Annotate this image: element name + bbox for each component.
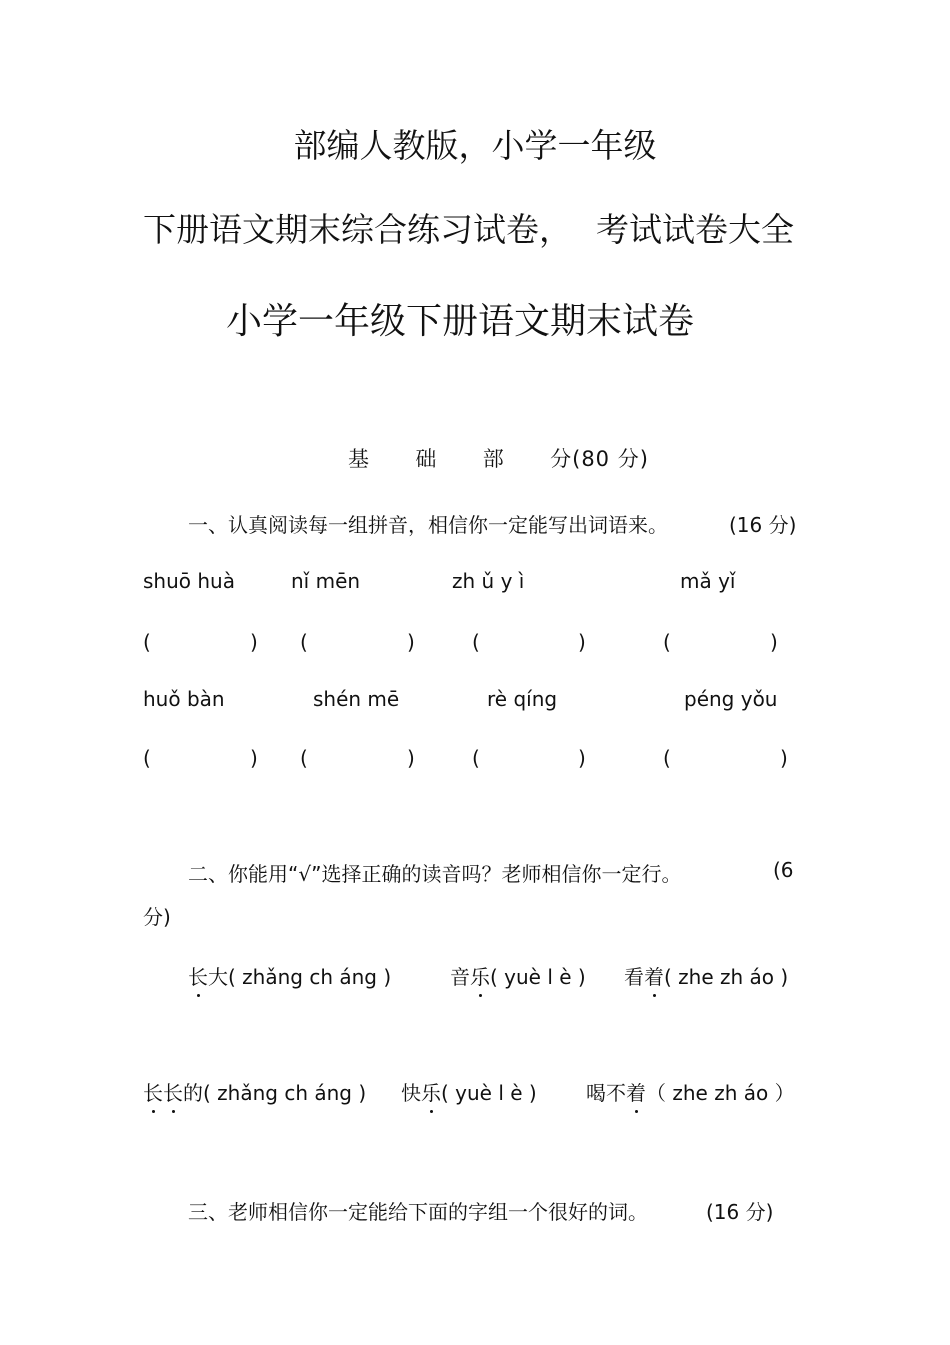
reading-options[interactable]: ( zhǎng ch áng ) [228,965,392,989]
q2-score-b: 分) [143,905,171,929]
marked-char: 长 [163,1077,183,1106]
answer-blank-open: ( [472,630,480,654]
section-char-3: 部 [482,447,505,471]
answer-blank-close: ) [578,746,586,770]
answer-blank-open: ( [300,746,308,770]
pinyin-1-2: nǐ mēn [291,569,361,593]
q2-score-a: (6 [773,858,794,882]
title-line-2-left: 下册语文期末综合练习试卷， [143,210,572,249]
answer-blank-close: ) [407,630,415,654]
section-char-2: 础 [415,447,438,471]
reading-options[interactable]: ( yuè l è ) [490,965,586,989]
pinyin-2-3: rè qíng [487,687,558,711]
section-char-4: 分(80 分) [550,447,649,471]
word-char: 音 [450,965,470,989]
pinyin-1-1: shuō huà [143,569,235,593]
reading-options[interactable]: （ zhe zh áo ） [646,1081,795,1105]
word-char: 的 [183,1081,203,1105]
q2-line-1-word-3 [624,961,788,990]
q2-line-2-word-3 [586,1077,795,1106]
word-char: 大 [208,965,228,989]
marked-char: 着 [626,1077,646,1106]
answer-blank-open: ( [300,630,308,654]
answer-blank-close: ) [250,746,258,770]
q3-prompt: 三、老师相信你一定能给下面的字组一个很好的词。 [188,1200,648,1224]
answer-blank-open: ( [143,630,151,654]
pinyin-2-2: shén mē [313,687,400,711]
word-char: 喝不 [586,1081,626,1105]
section-heading [348,443,649,473]
marked-char: 乐 [421,1077,441,1106]
reading-options[interactable]: ( yuè l è ) [441,1081,537,1105]
main-title: 小学一年级下册语文期末试卷 [225,301,694,342]
answer-blank-open: ( [663,630,671,654]
marked-char: 长 [188,961,208,990]
q3-score: (16 分) [706,1200,774,1224]
pinyin-2-1: huǒ bàn [143,687,225,711]
title-line-2-right: 考试试卷大全 [596,210,794,249]
pinyin-1-3: zh ǔ y ì [452,569,525,593]
answer-blank-close: ) [770,630,778,654]
section-char-1: 基 [348,447,370,471]
answer-blank-close: ) [578,630,586,654]
answer-blank-open: ( [663,746,671,770]
q1-prompt: 一、认真阅读每一组拼音，相信你一定能写出词语来。 [188,513,668,537]
answer-blank-open: ( [143,746,151,770]
q1-score: (16 分) [729,513,797,537]
answer-blank-close: ) [780,746,788,770]
marked-char: 乐 [470,961,490,990]
pinyin-2-4: péng yǒu [684,687,778,711]
q2-line-1 [188,961,391,990]
word-char: 看 [624,965,644,989]
word-char: 快 [401,1081,421,1105]
marked-char: 长 [143,1077,163,1106]
marked-char: 着 [644,961,664,990]
answer-blank-close: ) [407,746,415,770]
reading-options[interactable]: ( zhe zh áo ) [664,965,789,989]
q2-line-1-word-2 [450,961,586,990]
q2-line-2-word-2 [401,1077,537,1106]
title-line-1: 部编人教版，小学一年级 [293,126,657,165]
reading-options[interactable]: ( zhǎng ch áng ) [203,1081,367,1105]
answer-blank-close: ) [250,630,258,654]
q2-line-2 [143,1077,366,1106]
pinyin-1-4: mǎ yǐ [680,569,736,593]
answer-blank-open: ( [472,746,480,770]
q2-prompt: 二、你能用“√”选择正确的读音吗？老师相信你一定行。 [188,862,682,886]
